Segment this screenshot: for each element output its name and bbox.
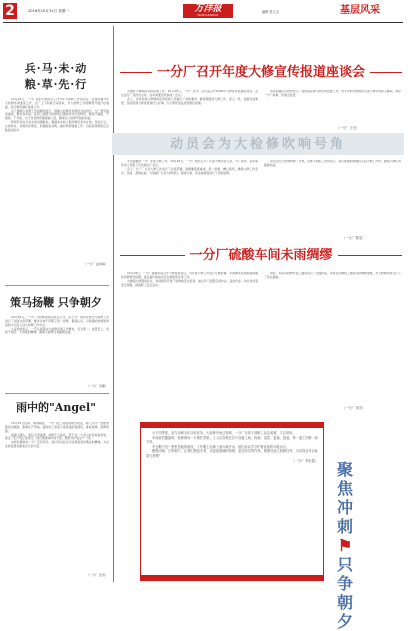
newspaper-masthead [183, 4, 233, 18]
article-paragraph: 动员会为大检修吹响了号角，全体干部职工纷纷表示，将以饱满的热情投入到大修工作中，确保大修任务圆满完成。 [264, 160, 401, 167]
section-divider [5, 393, 109, 394]
article-paragraph: 物资科及时与各车间沟通联系，根据各车间上报的物资需求计划，及时汇总，认真核对，对照库存情况，积极联系采购，做好物资储备工作。目前各项物资正在陆续到位中。 [5, 120, 109, 132]
headline-text: 一分厂召开年度大修宣传报道座谈会 [157, 64, 366, 80]
article-paragraph: 为做好大修期间宣传报道工作，10月25日，一分厂在分厂会议室召开2016年大修宣传报道座谈会。会议由分厂宣传员主持，各车间通讯员参加了会议。 [121, 90, 258, 97]
article-paragraph: 为全面做好一分厂年度大修工作，10月24日，一分厂组织召开了年度大修动员大会，分厂领导、各车间负责人及职工代表参加了会议。 [121, 160, 258, 167]
article-byline: （一分厂 王芸） [336, 126, 360, 130]
article-byline: （一分厂 刘芳） [342, 406, 366, 410]
article-byline: （一分厂 陈星） [342, 236, 366, 240]
section-divider [5, 285, 109, 286]
editor-credit: 编辑 张立玉 [262, 10, 279, 14]
article-paragraph: 10月20日，一分厂大检修誓师动员会召开。会上分厂领导对此次大检修工作进行了全面动员部署，要求全体干部职工统一思想，提高认识，以饱满的热情和昂扬的斗志投入到大检修工作中去。 [5, 316, 109, 327]
band-title: 动员会为大检修吹响号角 [169, 137, 346, 152]
essay-panel [140, 422, 324, 581]
article-paragraph: 各车间通讯员纷纷表示，将积极投身大修宣传报道工作，用手中的笔和相机记录大修中的感人瞬间，讲好一分厂故事，传递正能量。 [264, 90, 401, 97]
article-headline [120, 64, 402, 80]
article-byline: （一分厂 李鹏） [86, 384, 108, 388]
article-paragraph: 大家纷纷表示，一定认真落实大检修各项工作要求，安全第一、质量至上，发扬不怕苦、不怕累的精神，确保大检修任务圆满完成。 [5, 326, 109, 335]
article-paragraph: 10月21日夜间，暴雨倾盆，一分厂电工班接到紧急电话，称厂区内一处配电箱进水跳闸，影响生产用电。值班电工冒着大雨迅速赶到现场，排查故障，抢修线路。 [5, 422, 109, 433]
essay-paragraph: 车间里机器轰鸣，检修现场一片繁忙景象。工人们穿梭在各个设备之间，拆卸、清洗、更换、组装，每一道工序都一丝不苟。 [146, 435, 318, 445]
article-paragraph: 同时，车间对检修所需工器具进行了全面检查，对存在问题的工器具及时维修更换，为大修顺利进行打下了坚实基础。 [264, 272, 401, 279]
article-body-col2 [264, 272, 401, 402]
article-paragraph: 10月18日，一分厂硫酸车间召开大修准备会议，对年度大修工作进行专题部署。车间要求各班组提前做好检修项目梳理，备品备件准备及安全措施落实等工作。 [121, 272, 258, 279]
essay-body [146, 431, 318, 572]
header-divider [3, 22, 403, 23]
article-body-col2 [264, 90, 401, 126]
headline-rule-right [338, 255, 403, 256]
article-body [5, 98, 109, 258]
article-paragraph: 为确保大修期间安全，车间组织开展了检修前安全培训，重点学习受限空间作业、高处作业、动火作业等安全规程，提高职工安全意识。 [121, 278, 258, 287]
essay-paragraph: 聚焦冲刺，只争朝夕。让我们携起手来，以更加饱满的热情、更加务实的作风，圆满完成大检修任务，为实现全年目标奋力拼搏！ [146, 449, 318, 458]
article-byline: （一分厂 赵春梅） [83, 262, 108, 266]
essay-paragraph: 安全帽下是一张张坚毅的面庞，工作服上沾满了油污和汗水，他们用双手守护着设备的平稳运行。 [152, 444, 290, 449]
masthead-pinyin: WANYANGBAO [197, 14, 219, 17]
article-title: 粮·草·先·行 [24, 78, 88, 91]
article-body-col1 [121, 160, 258, 240]
vertical-headline-part2: 只争朝夕 [336, 555, 353, 631]
article-paragraph: 会上，宣传员就大修期间宣传报道工作提出了具体要求：要紧紧围绕大修工作，深入一线，挖掘先进典型，及时报道大修进度和好人好事，为大修营造良好的舆论氛围。 [121, 96, 258, 105]
article-title: 雨中的"Angel" [16, 401, 96, 414]
article-title: 兵·马·未·动 [24, 62, 88, 75]
article-paragraph: 雨越下越大，他们全身湿透，却顾不上休息，终于在一个多小时后恢复供电，保证了生产的正常进行。他们就像雨中的天使，默默守护着生产一线。 [5, 432, 109, 441]
headline-rule-right [370, 72, 402, 73]
article-paragraph: 为了确保大检修工作的顺利进行，保障大检修所需物资及时到位，分厂领导高度重视，要求各车间、各部门按照大检修项目提前统计所需物资，做到不漏报、不错报、不多报，对于急需物资要提前上报，确保在大检修开始前到货。 [5, 108, 109, 121]
article-title: 策马扬鞭 只争朝夕 [10, 296, 102, 309]
headline-text: 一分厂硫酸车间未雨绸缪 [189, 247, 333, 263]
article-body-col2 [264, 160, 401, 232]
article-body [5, 422, 109, 570]
headline-rule-left [120, 255, 185, 256]
article-byline: （一分厂 张雪） [86, 573, 108, 577]
essay-paragraph: 大干四季度，奋力冲刺全年目标任务，大检修号角已吹响，一分厂全体干部职工众志成城、斗志昂扬。 [152, 431, 296, 435]
essay-byline: （一分厂 李彩霞） [291, 458, 318, 463]
article-body [5, 316, 109, 382]
article-paragraph: 会上，分厂厂长对大修工作进行了动员部署，强调要高度重视，统一思想，精心组织，确保大修工作安全、优质、高效完成。分管副厂长对大修项目、网络计划、安全措施等进行了详细说明。 [121, 166, 258, 175]
vertical-headline-part1: 聚焦冲刺 [336, 460, 353, 536]
article-body-col1 [121, 272, 258, 412]
headline-rule-left [120, 72, 152, 73]
column-divider [113, 26, 114, 582]
article-paragraph: 这样的事例在一分厂还有很多，他们用实际行动诠释着爱岗敬业的精神，为企业的发展贡献着自己的力量。 [5, 440, 109, 449]
issue-date: 2016年10月31日 星期一 [28, 9, 69, 13]
vertical-headline [333, 460, 357, 631]
section-band [112, 133, 404, 155]
section-title: 基层风采 [340, 5, 380, 16]
flag-icon: ⚑ [337, 536, 353, 555]
masthead-name: 万洋报 [194, 4, 222, 14]
page-number-badge: 2 [3, 3, 17, 19]
article-body-col1 [121, 90, 258, 130]
article-headline [120, 247, 402, 263]
article-paragraph: 10月19日，一分厂政府开展统计工作开年大检修工作动员会，安排部署开年大检修各项准备工作，全厂上下积极行动起来，为大检修工作的顺利开展打好基础，统计物资做好准备工作。 [5, 98, 109, 109]
